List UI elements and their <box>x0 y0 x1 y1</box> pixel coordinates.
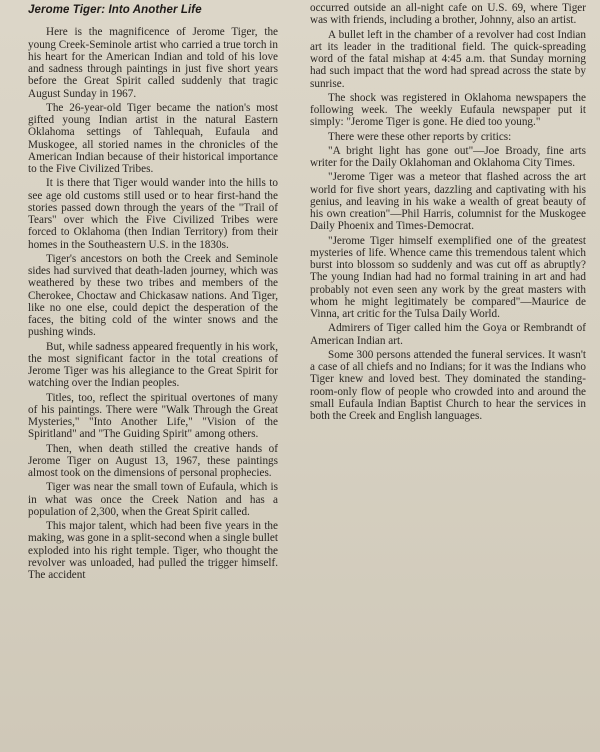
article-paragraph: Tiger was near the small town of Eufaula, which is in what was once the Creek Nation and has a population of 2,300, when the Great Spirit called. <box>28 481 278 518</box>
article-paragraph: A bullet left in the chamber of a revolver had cost Indian art its leader in the traditional field. The quick-spreading word of the fatal mishap at 4:45 a.m. that Sunday morning had such impact that the word had spread across the state by sunrise. <box>310 28 586 90</box>
article-paragraph: Some 300 persons attended the funeral services. It wasn't a case of all chiefs and no Indians; for it was the Indians who Tiger knew and loved best. They dominated the standing-room-only flow of people who crowded into and around the small Eufaula Indian Baptist Church to hear the services in both the Creek and English languages. <box>310 348 586 422</box>
article-paragraph: "A bright light has gone out"—Joe Broady, fine arts writer for the Daily Oklahoman and Oklahoma City Times. <box>310 144 586 169</box>
article-paragraph: Here is the magnificence of Jerome Tiger, the young Creek-Seminole artist who carried a true torch in his heart for the American Indian and told of his love and sadness through paintings in just five short years before the Great Spirit called suddenly that tragic August Sunday in 1967. <box>28 26 278 100</box>
article-right-column <box>310 0 586 752</box>
article-paragraph: Titles, too, reflect the spiritual overtones of many of his paintings. There were "Walk Through the Great Mysteries," "Into Another Life," "Vision of the Spiritland" and "The Guiding Spirit" among others. <box>28 391 278 441</box>
article-paragraph: This major talent, which had been five years in the making, was gone in a split-second when a single bullet exploded into his right temple. Tiger, who thought the revolver was unloaded, had pulled the trigger himself. The accident <box>28 520 278 581</box>
article-paragraph: But, while sadness appeared frequently in his work, the most significant factor in the total creations of Jerome Tiger was his allegiance to the Great Spirit for watching over the Indian peoples. <box>28 340 278 390</box>
article-paragraph: Admirers of Tiger called him the Goya or Rembrandt of American Indian art. <box>310 322 586 347</box>
article-left-column <box>28 0 278 752</box>
article-paragraph-continued: occurred outside an all-night cafe on U.S. 69, where Tiger was with friends, including a brother, Johnny, also an artist. <box>310 2 586 27</box>
article-paragraph: The 26-year-old Tiger became the nation's most gifted young Indian artist in the natural Eastern Oklahoma settings of Tahlequah, Eufaula and Muskogee, all storied names in the chronicles of the American Indian because of their historical importance to the Five Civilized Tribes. <box>28 101 278 175</box>
article-paragraph: Tiger's ancestors on both the Creek and Seminole sides had survived that death-laden journey, which was weathered by these two tribes and members of the Cherokee, Choctaw and Chickasaw nations. And Tiger, like no one else, could depict the desperation of the faces, the biting cold of the winter snows and the pushing winds. <box>28 252 278 339</box>
article-paragraph: "Jerome Tiger himself exemplified one of the greatest mysteries of life. Whence came this tremendous talent which burst into blossom so suddenly and was cut off as abruptly? The young Indian had had no formal training in art and had probably not even seen any work by the great masters with whom he might legitimately be compared"—Maurice de Vinna, art critic for the Tulsa Daily World. <box>310 234 586 320</box>
article-paragraph: "Jerome Tiger was a meteor that flashed across the art world for five short years, dazzling and captivating with his genius, and leaving in his wake a wealth of great beauty of his own creation"—Phil Harris, columnist for the Muskogee Daily Phoenix and Times-Democrat. <box>310 171 586 233</box>
article-paragraph: Then, when death stilled the creative hands of Jerome Tiger on August 13, 1967, these paintings almost took on the dimensions of personal prophecies. <box>28 442 278 479</box>
article-paragraph: It is there that Tiger would wander into the hills to see age old customs still used or to hear first-hand the stories passed down through the years of the "Trail of Tears" over which the Five Civilized Tribes were forced to Oklahoma (then Indian Territory) from their homes in the Southeastern U.S. in the 1830s. <box>28 177 278 251</box>
article-title: Jerome Tiger: Into Another Life <box>28 4 202 16</box>
article-paragraph: The shock was registered in Oklahoma newspapers the following week. The weekly Eufaula newspaper put it simply: "Jerome Tiger is gone. He died too young." <box>310 91 586 129</box>
article-paragraph: There were these other reports by critics: <box>328 130 512 143</box>
